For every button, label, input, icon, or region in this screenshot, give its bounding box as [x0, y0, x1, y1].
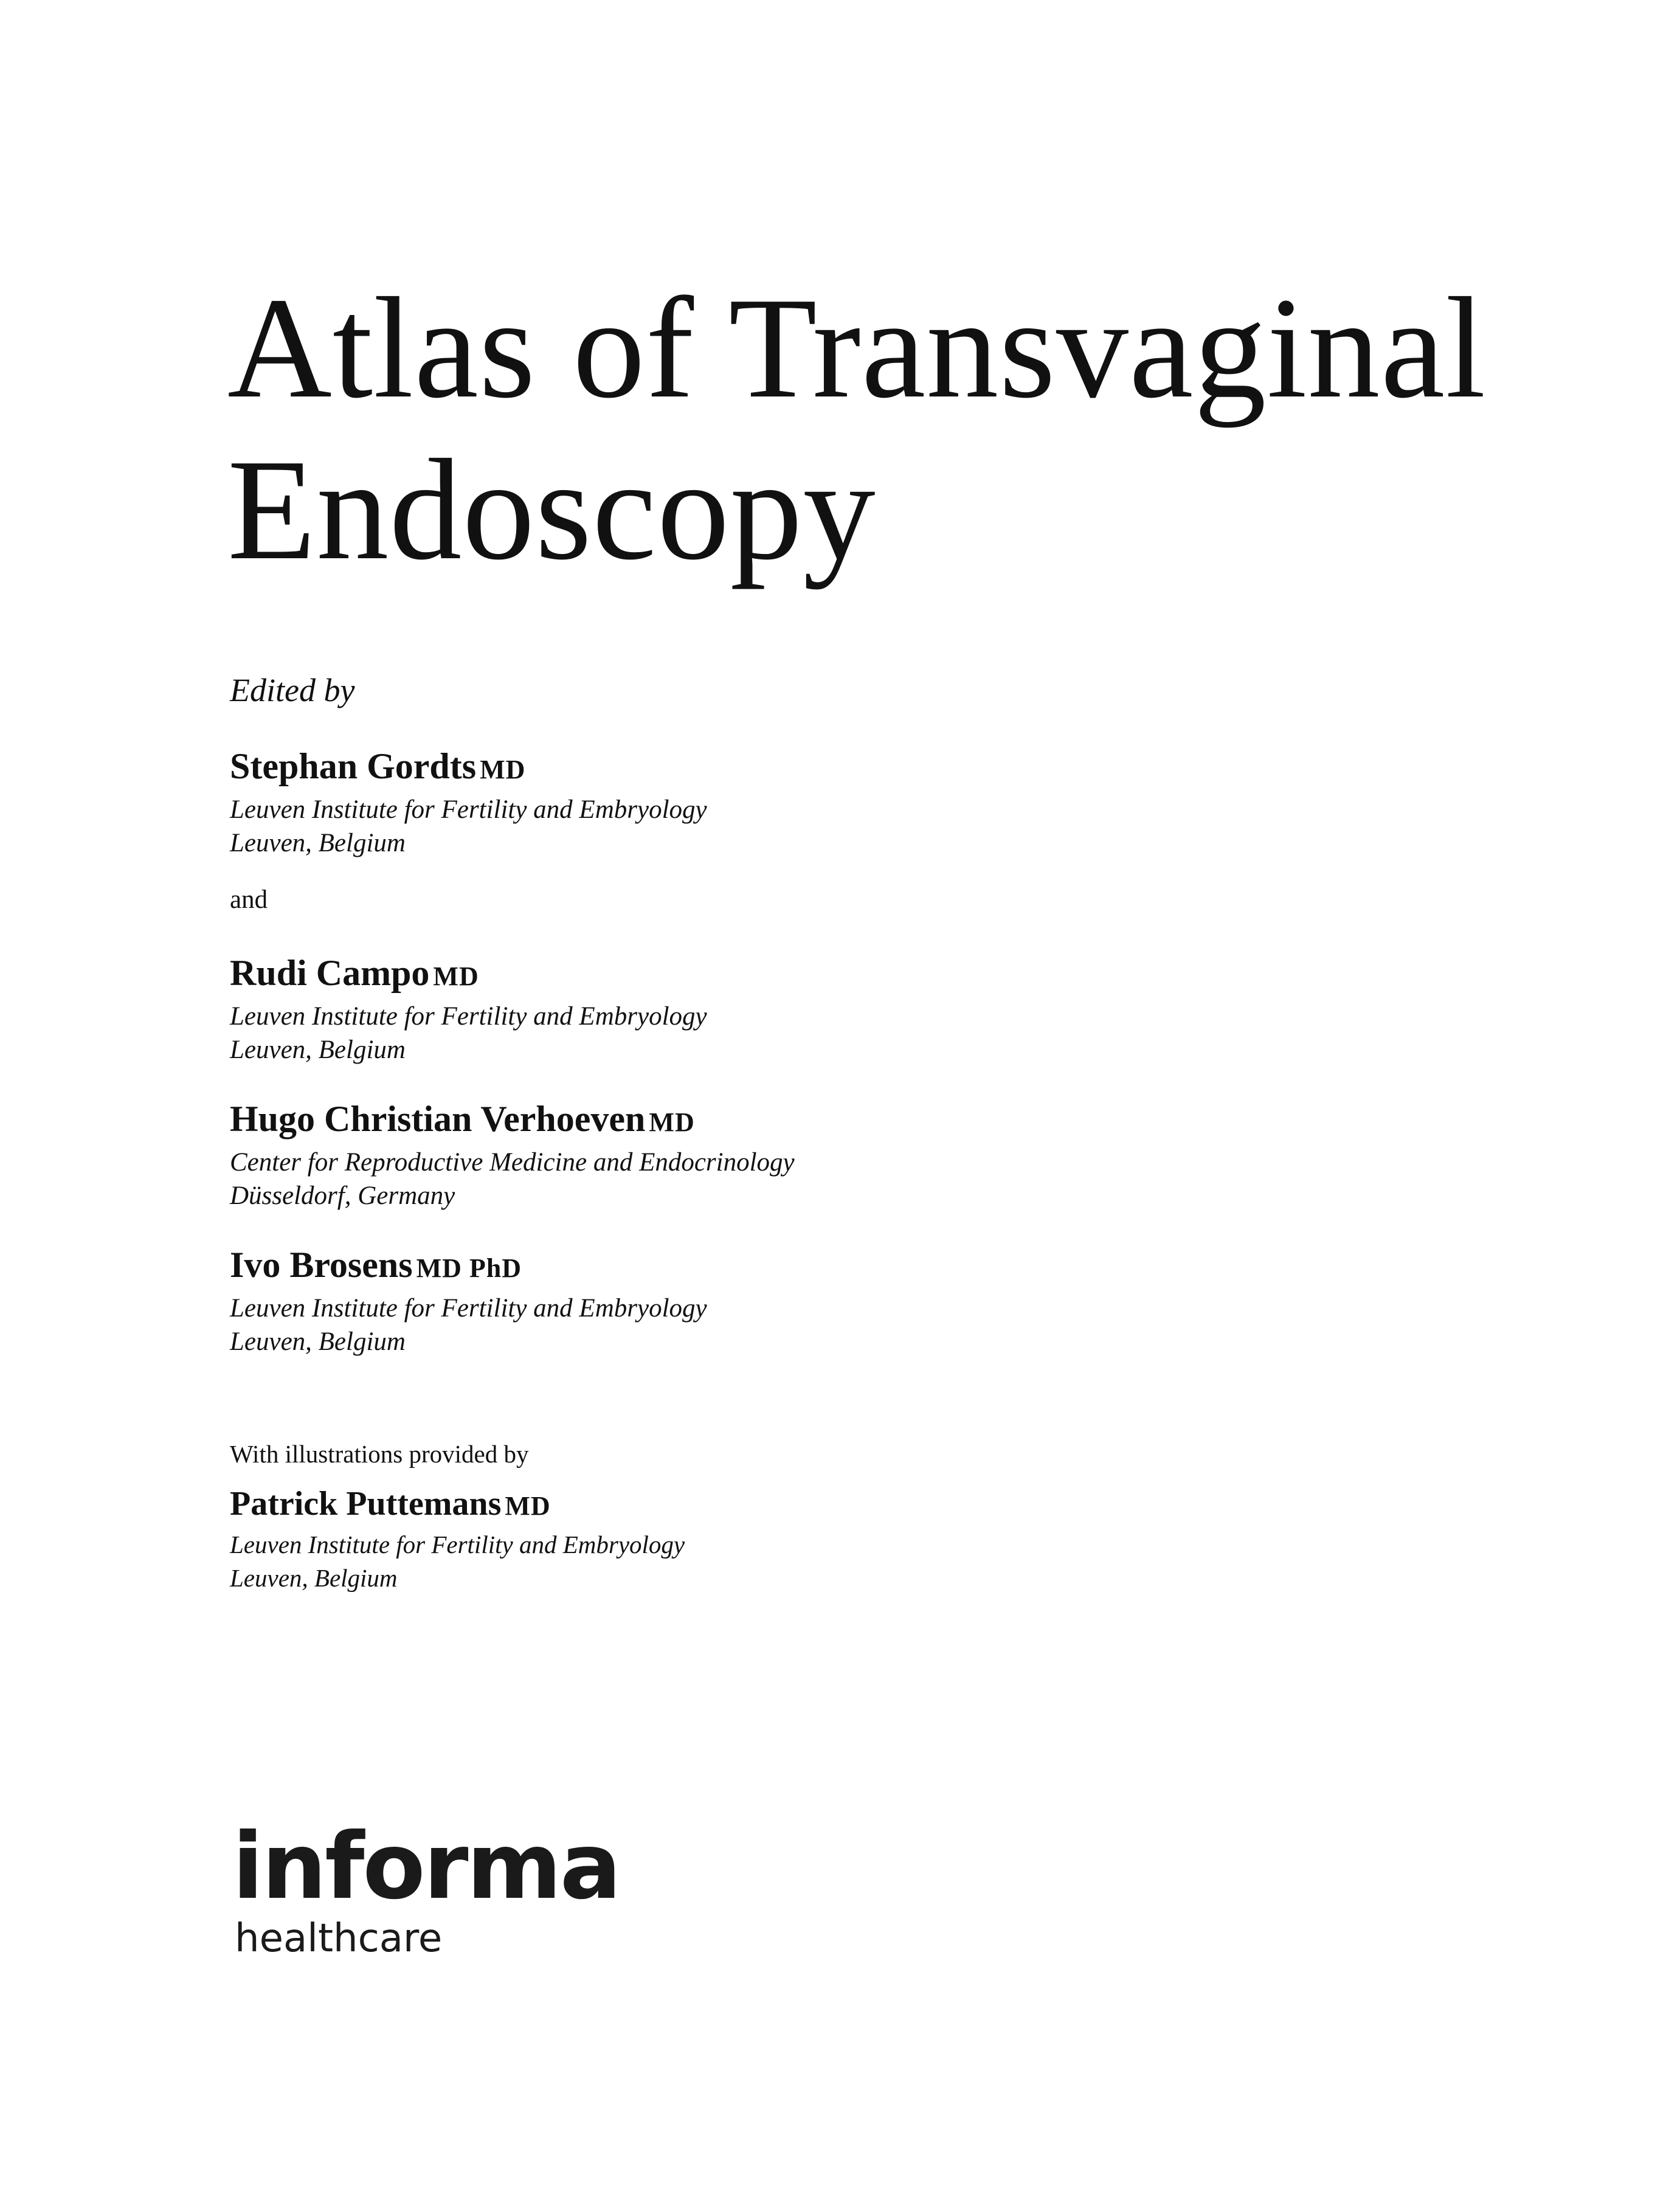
editor-name: Hugo Christian Verhoeven: [230, 1099, 646, 1139]
editor-block: [230, 1242, 707, 1358]
editor-name: Ivo Brosens: [230, 1245, 413, 1285]
illustrator-credentials: MD: [505, 1491, 551, 1521]
editor-name: Rudi Campo: [230, 953, 430, 993]
editor-credentials: MD PhD: [416, 1253, 522, 1283]
logo-sub-text: healthcare: [235, 1916, 443, 1961]
editor-block: [230, 743, 707, 860]
publisher-logo: [232, 1814, 620, 1962]
illustrator-name-line: [230, 1482, 685, 1528]
editor-credentials: MD: [649, 1107, 695, 1137]
and-text: and: [230, 885, 268, 914]
book-title-line-2: Endoscopy: [227, 430, 876, 590]
illustrator-name: Patrick Puttemans: [230, 1485, 502, 1523]
illustrator-block: [230, 1482, 685, 1595]
edited-by-label: Edited by: [230, 672, 355, 708]
editor-name-line: [230, 743, 707, 793]
editor-name: Stephan Gordts: [230, 746, 477, 786]
editor-location: Düsseldorf, Germany: [230, 1182, 455, 1210]
editor-credentials: MD: [433, 961, 479, 991]
book-title-line-1: Atlas of Transvaginal: [227, 268, 1487, 428]
editor-name-line: [230, 1096, 795, 1146]
editor-affiliation: Leuven Institute for Fertility and Embryology: [230, 795, 707, 824]
editor-affiliation: Leuven Institute for Fertility and Embryology: [230, 1002, 707, 1031]
editor-name-line: [230, 1242, 707, 1292]
illustrations-intro: With illustrations provided by: [230, 1440, 529, 1468]
illustrator-affiliation: Leuven Institute for Fertility and Embryology: [230, 1531, 685, 1559]
editor-block: [230, 950, 707, 1067]
editor-affiliation: Center for Reproductive Medicine and Endocrinology: [230, 1148, 795, 1177]
editor-name-line: [230, 950, 707, 1000]
editor-affiliation: Leuven Institute for Fertility and Embryology: [230, 1294, 707, 1323]
editor-credentials: MD: [480, 755, 526, 784]
editor-location: Leuven, Belgium: [230, 829, 406, 857]
logo-main-text: informa: [232, 1814, 620, 1920]
illustrator-location: Leuven, Belgium: [230, 1564, 398, 1592]
book-title: [227, 268, 1486, 591]
editor-block: [230, 1096, 795, 1213]
editor-location: Leuven, Belgium: [230, 1036, 406, 1064]
editor-location: Leuven, Belgium: [230, 1327, 406, 1356]
